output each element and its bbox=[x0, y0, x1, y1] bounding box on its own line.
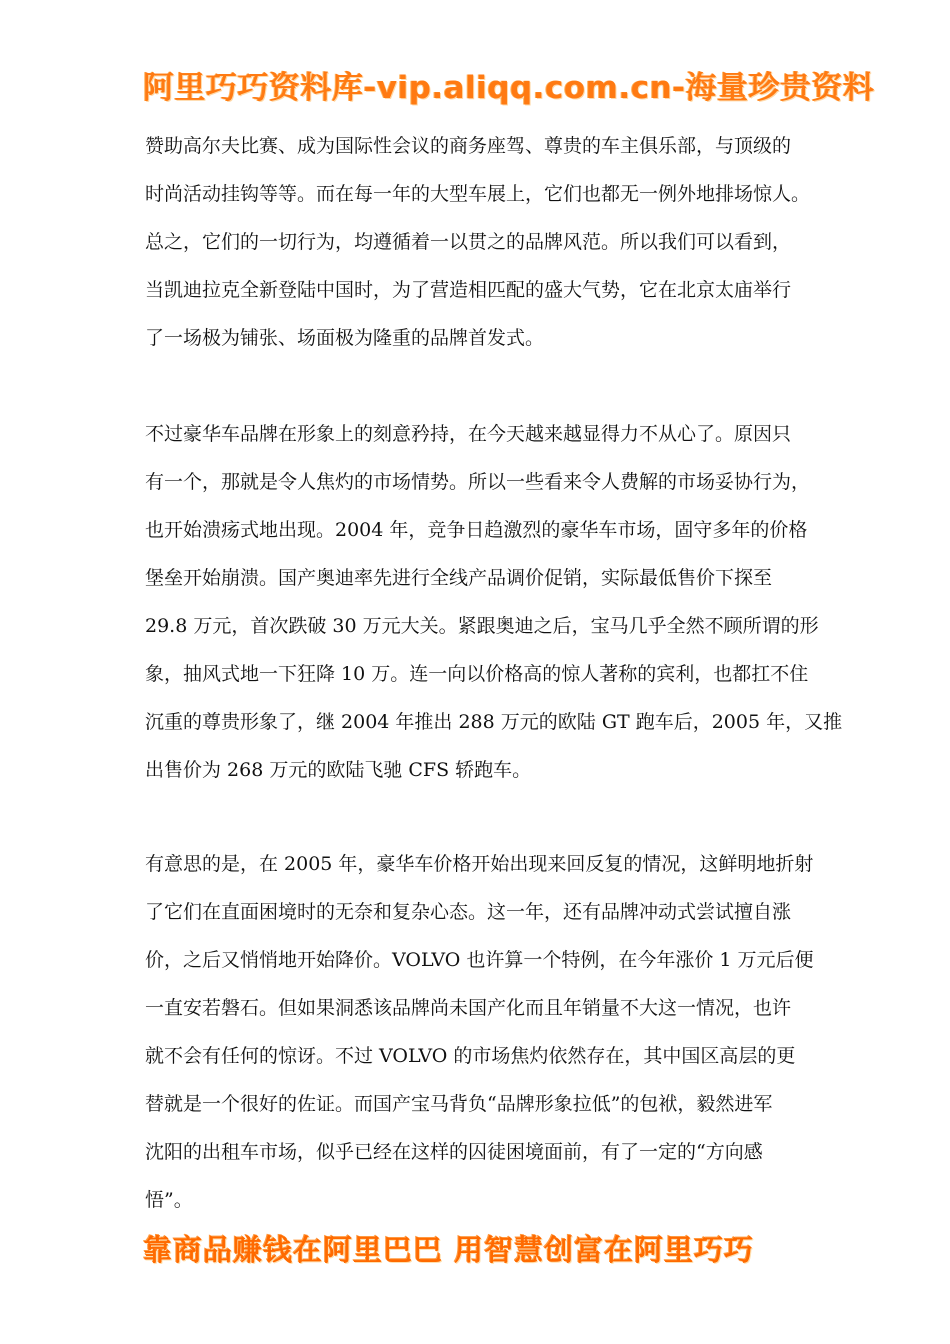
text-line: 时尚活动挂钩等等。而在每一年的大型车展上，它们也都无一例外地排场惊人。 bbox=[145, 183, 811, 205]
text-line: 就不会有任何的惊讶。不过 VOLVO 的市场焦灼依然存在，其中国区高层的更 bbox=[145, 1045, 796, 1067]
text-line: 出售价为 268 万元的欧陆飞驰 CFS 轿跑车。 bbox=[145, 759, 532, 781]
text-line: 沉重的尊贵形象了，继 2004 年推出 288 万元的欧陆 GT 跑车后，2005 年，又推 bbox=[145, 711, 843, 733]
text-line: 堡垒开始崩溃。国产奥迪率先进行全线产品调价促销，实际最低售价下探至 bbox=[145, 567, 773, 589]
text-line: 29.8 万元，首次跌破 30 万元大关。紧跟奥迪之后，宝马几乎全然不顾所谓的形 bbox=[145, 615, 819, 637]
text-line: 不过豪华车品牌在形象上的刻意矜持，在今天越来越显得力不从心了。原因只 bbox=[145, 423, 792, 445]
footer-banner: 靠商品赚钱在阿里巴巴 用智慧创富在阿里巧巧 bbox=[143, 1233, 755, 1267]
text-line: 象，抽风式地一下狂降 10 万。连一向以价格高的惊人著称的宾利，也都扛不住 bbox=[145, 663, 809, 685]
text-line: 有意思的是，在 2005 年，豪华车价格开始出现来回反复的情况，这鲜明地折射 bbox=[145, 853, 814, 875]
text-line: 一直安若磐石。但如果洞悉该品牌尚未国产化而且年销量不大这一情况，也许 bbox=[145, 997, 792, 1019]
text-line: 沈阳的出租车市场，似乎已经在这样的囚徒困境面前，有了一定的“方向感 bbox=[145, 1141, 763, 1163]
text-line: 悟”。 bbox=[145, 1189, 193, 1211]
text-line: 赞助高尔夫比赛、成为国际性会议的商务座驾、尊贵的车主俱乐部，与顶级的 bbox=[145, 135, 792, 157]
paragraph-2 bbox=[145, 410, 843, 794]
text-line: 总之，它们的一切行为，均遵循着一以贯之的品牌风范。所以我们可以看到， bbox=[145, 231, 792, 253]
text-line: 了一场极为铺张、场面极为隆重的品牌首发式。 bbox=[145, 327, 545, 349]
text-line: 也开始溃疡式地出现。2004 年，竞争日趋激烈的豪华车市场，固守多年的价格 bbox=[145, 519, 808, 541]
text-line: 价，之后又悄悄地开始降价。VOLVO 也许算一个特例，在今年涨价 1 万元后便 bbox=[145, 949, 814, 971]
text-line: 了它们在直面困境时的无奈和复杂心态。这一年，还有品牌冲动式尝试擅自涨 bbox=[145, 901, 792, 923]
paragraph-1 bbox=[145, 122, 815, 362]
text-line: 当凯迪拉克全新登陆中国时，为了营造相匹配的盛大气势，它在北京太庙举行 bbox=[145, 279, 792, 301]
header-banner: 阿里巧巧资料库-vip.aliqq.com.cn-海量珍贵资料 bbox=[143, 70, 875, 106]
paragraph-3 bbox=[145, 840, 815, 1224]
text-line: 有一个，那就是令人焦灼的市场情势。所以一些看来令人费解的市场妥协行为， bbox=[145, 471, 811, 493]
text-line: 替就是一个很好的佐证。而国产宝马背负“品牌形象拉低”的包袱，毅然进军 bbox=[145, 1093, 773, 1115]
